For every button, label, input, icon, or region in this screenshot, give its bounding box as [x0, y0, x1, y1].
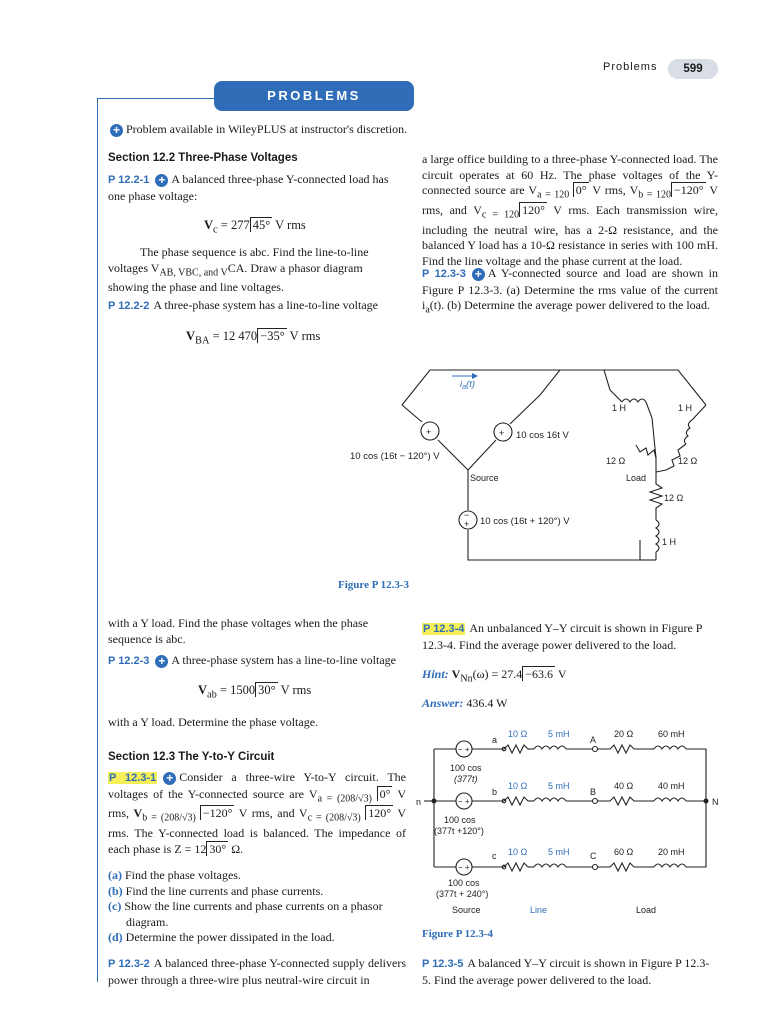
- problem-id: P 12.3-5: [422, 958, 464, 970]
- problem-12-2-2: [108, 298, 404, 315]
- eq-angle: −120°: [671, 182, 706, 197]
- problem-id: P 12.2-3: [108, 655, 150, 667]
- eq-angle: 120°: [365, 805, 393, 820]
- problem-12-3-4: [422, 621, 718, 653]
- equation-vba: [186, 329, 320, 347]
- problem-12-2-3-cont: with a Y load. Determine the phase voltage.: [108, 715, 319, 729]
- node-label: b: [492, 787, 498, 797]
- problem-text: V rms. Each transmission wire, including the neutral wire, has a 2-Ω resistance, and the balanced Y load has a 10-Ω resistance in series with 100 mH. Find the line voltage and the phase current at the load.: [422, 202, 718, 268]
- problem-12-3-1-items: [108, 868, 406, 946]
- answer-label: Answer:: [422, 696, 464, 710]
- problem-text: The phase sequence is abc. Find the line-to-line voltages V: [108, 245, 369, 275]
- hint-sub: Nn: [460, 673, 473, 685]
- node-label: c: [492, 851, 497, 861]
- svg-text:− +: − +: [458, 745, 470, 754]
- eq-angle: −120°: [200, 805, 235, 820]
- problem-text: Ω.: [228, 841, 244, 856]
- margin-rule: [97, 98, 98, 982]
- problem-text: (t). (b) Determine the average power delivered to the load.: [429, 298, 711, 312]
- figure-caption-p12-3-4: Figure P 12.3-4: [422, 928, 493, 940]
- eq-sub: c: [213, 224, 218, 236]
- section-label: Line: [530, 905, 548, 915]
- page-number: 599: [668, 59, 718, 79]
- node-label: B: [590, 787, 597, 797]
- source-label: (377t +120°): [434, 826, 484, 836]
- problems-banner: PROBLEMS: [214, 81, 414, 111]
- load-resistor-label: 40 Ω: [614, 781, 634, 791]
- problem-text: A balanced three-phase Y-connected supply delivers power through a three-wire plus neutral-wire circuit in: [108, 956, 406, 987]
- hint-symbol: V: [451, 667, 461, 681]
- source-label: 100 cos: [444, 815, 476, 825]
- section-label: Source: [452, 905, 481, 915]
- problem-id: P 12.3-1: [109, 772, 157, 784]
- eq-sub: BA: [195, 335, 210, 347]
- source-polarity: +: [464, 519, 470, 529]
- problem-text: a = 120: [537, 189, 573, 201]
- inductor-label: 1 H: [662, 537, 677, 547]
- node-label: n: [416, 797, 422, 807]
- line-resistor-label: 10 Ω: [508, 781, 528, 791]
- eq-angle: 120°: [519, 202, 547, 217]
- hint-value: (ω) = 27.4: [472, 667, 523, 681]
- source-label: 100 cos: [448, 878, 480, 888]
- section-12-2-title: Section 12.2 Three-Phase Voltages: [108, 152, 298, 164]
- line-resistor-label: 10 Ω: [508, 729, 528, 739]
- problem-text: A three-phase system has a line-to-line voltage: [171, 653, 396, 667]
- plus-icon: +: [155, 655, 168, 668]
- problem-text: A Y-connected source and load are shown in Figure P 12.3-3. (a) Determine the rms value of the current i: [422, 266, 719, 312]
- wileyplus-note-text: Problem available in WileyPLUS at instructor's discretion.: [126, 122, 408, 136]
- problem-text: AB, V: [159, 266, 186, 278]
- current-label: $i_a(t)$: [460, 379, 475, 391]
- problem-text: A three-phase system has a line-to-line voltage: [153, 298, 378, 312]
- problem-text: c = 120: [481, 209, 520, 221]
- plus-icon: +: [155, 174, 168, 187]
- list-item: (a) Find the phase voltages.: [108, 868, 241, 882]
- line-inductor-label: 5 mH: [548, 781, 570, 791]
- running-head: Problems: [603, 61, 658, 73]
- plus-icon: +: [163, 772, 176, 785]
- hint: [422, 667, 566, 687]
- eq-symbol: V: [198, 683, 208, 697]
- hint-unit: V: [555, 667, 567, 681]
- source-label: (377t): [454, 774, 478, 784]
- load-resistor-label: 20 Ω: [614, 729, 634, 739]
- problem-text: BC, and V: [185, 266, 228, 278]
- section-12-3-title: Section 12.3 The Y-to-Y Circuit: [108, 751, 275, 763]
- problem-text: A balanced three-phase Y-connected load has one phase voltage:: [108, 172, 389, 203]
- load-inductor-label: 20 mH: [658, 847, 685, 857]
- problem-12-3-5: [422, 956, 718, 988]
- problem-text: An unbalanced Y–Y circuit is shown in Figure P 12.3-4. Find the average power delivered to the load.: [422, 621, 703, 652]
- problem-text: b = (208/√3): [142, 812, 200, 824]
- hint-label: Hint:: [422, 667, 449, 681]
- problem-id: P 12.3-3: [422, 268, 466, 280]
- eq-angle: 30°: [255, 682, 278, 697]
- resistor-label: 12 Ω: [664, 493, 684, 503]
- plus-icon: +: [110, 124, 123, 137]
- source-polarity: +: [426, 427, 432, 437]
- eq-unit: V rms: [277, 683, 312, 697]
- load-resistor-label: 60 Ω: [614, 847, 634, 857]
- problem-text: c = (208/√3): [307, 812, 361, 824]
- problem-text: b = 120: [638, 189, 671, 201]
- eq-symbol: V: [204, 218, 214, 232]
- problem-text: Consider a three-wire Y-to-Y circuit. The voltages of the Y-connected source are V: [108, 770, 407, 801]
- problem-12-2-2-cont: with a Y load. Find the phase voltages when the phase sequence is abc.: [108, 616, 369, 646]
- source-label-left: 10 cos (16t − 120°) V: [350, 451, 440, 462]
- equation-vc: [204, 218, 306, 236]
- problem-text: A balanced Y–Y circuit is shown in Figure P 12.3-5. Find the average power delivered to the load.: [422, 956, 710, 987]
- problem-12-3-2-cont: [422, 152, 718, 269]
- problem-text: V rms, and V: [422, 183, 718, 217]
- wileyplus-note: [108, 122, 428, 138]
- problem-text: a = (208/√3): [317, 792, 377, 804]
- eq-angle: 30°: [206, 841, 228, 856]
- answer: [422, 696, 507, 712]
- problem-id: P 12.3-2: [108, 958, 150, 970]
- plus-icon: +: [472, 268, 485, 281]
- problem-12-2-1-cont: [108, 245, 404, 296]
- list-item: (b) Find the line currents and phase currents.: [108, 883, 324, 898]
- eq-symbol: V: [186, 329, 196, 343]
- problem-text: V: [133, 806, 143, 821]
- eq-sub: ab: [207, 689, 217, 701]
- source-label: 100 cos: [450, 763, 482, 773]
- source-label: (377t + 240°): [436, 889, 489, 899]
- problem-id: P 12.2-2: [108, 300, 150, 312]
- figure-p12-3-4: [414, 725, 724, 920]
- load-text: Load: [626, 473, 647, 483]
- inductor-label: 1 H: [612, 403, 627, 413]
- source-text: Source: [470, 473, 499, 483]
- node-label: C: [590, 851, 597, 861]
- eq-angle: −35°: [257, 328, 287, 343]
- problem-text: V rms, V: [588, 183, 639, 197]
- list-item: (d) Determine the power dissipated in the load.: [108, 930, 335, 944]
- problem-12-2-1: [108, 172, 404, 204]
- resistor-label: 12 Ω: [678, 456, 698, 466]
- problem-12-3-2: [108, 956, 406, 988]
- problem-text: a large office building to a three-phase Y-connected load. The circuit operates at 60 Hz. The phase voltages of the Y-connected source are V: [422, 152, 718, 197]
- source-polarity: +: [499, 428, 505, 438]
- eq-angle: 45°: [250, 217, 273, 232]
- problem-id: P 12.3-4: [423, 623, 465, 635]
- problem-text: V rms, and V: [234, 806, 308, 821]
- eq-value: = 1500: [216, 683, 256, 697]
- line-resistor-label: 10 Ω: [508, 847, 528, 857]
- source-label-bottom: 10 cos (16t + 120°) V: [480, 516, 570, 527]
- node-label: A: [590, 735, 597, 745]
- figure-p12-3-3: [340, 360, 730, 595]
- figure-caption-p12-3-3: Figure P 12.3-3: [338, 579, 409, 591]
- problem-12-2-3: [108, 653, 404, 670]
- source-label-right: 10 cos 16t V: [516, 430, 569, 441]
- hint-angle: −63.6: [522, 666, 555, 681]
- list-item: (c) Show the line currents and phase currents on a phasor diagram.: [108, 899, 383, 929]
- node-label: N: [712, 797, 719, 807]
- svg-text:− +: − +: [458, 797, 470, 806]
- eq-unit: V rms: [286, 329, 321, 343]
- answer-value: 436.4 W: [466, 696, 508, 710]
- line-inductor-label: 5 mH: [548, 729, 570, 739]
- problem-12-3-3: [422, 266, 718, 318]
- eq-unit: V rms: [272, 218, 306, 232]
- svg-text:− +: − +: [458, 863, 470, 872]
- problem-text: V rms,: [108, 786, 407, 821]
- equation-vab: [198, 683, 311, 701]
- line-inductor-label: 5 mH: [548, 847, 570, 857]
- problem-12-3-1: [108, 770, 406, 857]
- problem-id: P 12.2-1: [108, 174, 150, 186]
- section-label: Load: [636, 905, 657, 915]
- source-polarity: −: [464, 510, 470, 520]
- load-inductor-label: 40 mH: [658, 781, 685, 791]
- eq-value: = 277: [217, 218, 250, 232]
- eq-angle: 0°: [377, 786, 393, 801]
- eq-value: = 12 470: [209, 329, 258, 343]
- load-inductor-label: 60 mH: [658, 729, 685, 739]
- problem-text: CA. Draw a phasor diagram showing the phase and line voltages.: [108, 260, 363, 295]
- problem-text: V rms. The Y-connected load is balanced. The impedance of each phase is Z = 12: [108, 806, 406, 856]
- node-label: a: [492, 735, 498, 745]
- eq-angle: 0°: [573, 182, 589, 197]
- problem-text: a: [425, 304, 430, 316]
- inductor-label: 1 H: [678, 403, 693, 413]
- resistor-label: 12 Ω: [606, 456, 626, 466]
